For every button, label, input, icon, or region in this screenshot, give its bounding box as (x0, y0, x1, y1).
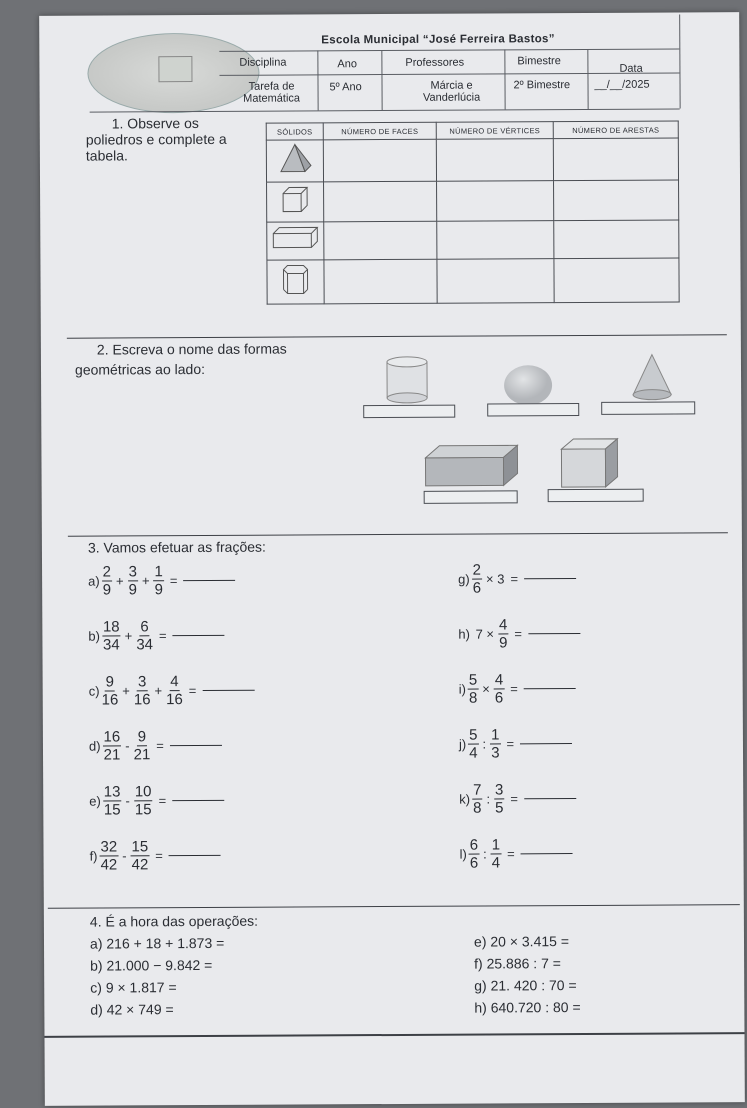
fraction (166, 673, 183, 708)
answer-blank[interactable] (170, 745, 222, 746)
numerator: 2 (472, 561, 482, 579)
exercise-label: h) (458, 626, 470, 642)
fraction (498, 616, 509, 651)
q4-title: 4. É a hora das operações: (89, 912, 259, 930)
exercise-label: g) (458, 571, 470, 587)
operator: × 3 (485, 571, 505, 587)
faces-cell[interactable] (324, 181, 437, 222)
answer-blank[interactable] (169, 855, 221, 856)
numerator: 16 (103, 728, 121, 746)
worksheet-page (39, 12, 745, 1106)
equals-sign: = (169, 573, 178, 589)
q3-title: 3. Vamos efetuar as frações: (87, 538, 266, 556)
denominator: 9 (499, 634, 508, 652)
denominator: 9 (154, 581, 163, 599)
solid-hex-prism (267, 260, 324, 304)
answer-blank[interactable] (202, 690, 254, 691)
denominator: 9 (128, 581, 138, 599)
equals-sign: = (188, 683, 197, 699)
arestas-cell[interactable] (553, 138, 678, 181)
fraction (469, 837, 480, 872)
fraction-exercise (89, 673, 255, 709)
answer-blank[interactable] (183, 580, 235, 581)
rectangular-prism-icon (421, 443, 521, 490)
cube-icon (557, 437, 623, 491)
exercise-label: e) (89, 793, 101, 809)
solid-cube (267, 182, 324, 222)
solids-table (266, 120, 680, 304)
value-professores: Márcia e Vanderlúcia (422, 79, 481, 104)
numerator: 5 (469, 726, 478, 744)
divider (67, 334, 727, 338)
fraction (99, 838, 118, 873)
faces-cell[interactable] (323, 139, 436, 182)
numerator: 13 (103, 783, 121, 801)
exercise-label: c) (88, 683, 100, 699)
numerator: 4 (494, 671, 504, 689)
denominator: 15 (134, 801, 152, 819)
operator: × (482, 681, 490, 697)
numerator: 1 (491, 836, 501, 854)
fraction (134, 783, 153, 818)
answer-box-cone[interactable] (601, 401, 695, 414)
fraction (494, 671, 505, 706)
exercise-label: j) (458, 736, 467, 752)
operator: : (486, 791, 491, 807)
fraction (134, 673, 151, 708)
value-ano: 5º Ano (329, 81, 362, 94)
equals-sign: = (510, 791, 519, 807)
equals-sign: = (510, 681, 518, 697)
faces-cell[interactable] (324, 259, 437, 304)
numerator: 32 (100, 838, 118, 856)
fraction-exercise (459, 726, 572, 762)
fraction (472, 782, 483, 817)
fraction (101, 673, 118, 708)
numerator: 5 (468, 671, 478, 689)
denominator: 16 (133, 691, 151, 709)
denominator: 16 (166, 691, 183, 709)
operator: - (125, 793, 130, 809)
fraction-exercise (459, 836, 572, 872)
value-bimestre: 2º Bimestre (513, 79, 571, 92)
equals-sign: = (514, 626, 522, 642)
denominator: 4 (469, 744, 478, 762)
operator: + (122, 683, 130, 699)
operator: : (482, 736, 487, 752)
denominator: 42 (131, 856, 149, 874)
q4-b: b) 21.000 − 9.842 = (90, 956, 213, 974)
pyramid-icon (275, 141, 315, 175)
q4-c: c) 9 × 1.817 = (90, 979, 177, 996)
exercise-label: d) (88, 738, 101, 754)
value-disciplina: Tarefa de Matemática (243, 80, 301, 105)
numerator: 9 (137, 728, 147, 746)
fraction (128, 563, 139, 598)
numerator: 4 (170, 673, 179, 691)
denominator: 4 (491, 854, 501, 872)
fraction (472, 562, 483, 597)
fraction (468, 727, 479, 762)
divider (68, 532, 728, 536)
q4-d: d) 42 × 749 = (90, 1001, 174, 1018)
numerator: 2 (102, 563, 112, 581)
solid-rect-prism (267, 222, 324, 260)
fraction-exercise (458, 561, 576, 597)
solid-pyramid (266, 140, 323, 182)
numerator: 1 (154, 563, 163, 581)
denominator: 42 (100, 856, 118, 874)
operator: + (154, 683, 163, 699)
exercise-label: b) (88, 628, 101, 644)
label-data: Data (619, 62, 643, 75)
equals-sign: = (155, 848, 163, 864)
denominator: 16 (101, 691, 119, 709)
denominator: 8 (473, 799, 482, 817)
exercise-label: k) (459, 791, 471, 807)
numerator: 1 (491, 726, 500, 744)
answer-blank[interactable] (173, 635, 225, 636)
q2-prompt-line-1: 2. Escreva o nome das formas (96, 340, 287, 358)
operator: + (141, 573, 150, 589)
denominator: 6 (494, 689, 504, 707)
fraction-exercise (459, 781, 576, 817)
arestas-cell[interactable] (554, 180, 679, 221)
cylinder-icon (381, 354, 437, 406)
fraction (103, 783, 122, 818)
fraction (133, 728, 150, 763)
vertices-cell[interactable] (437, 181, 554, 222)
value-data: __/__/2025 (594, 78, 650, 91)
denominator: 21 (103, 746, 121, 764)
q4-a: a) 216 + 18 + 1.873 = (89, 934, 225, 952)
q4-g: g) 21. 420 : 70 = (474, 977, 577, 994)
col-arestas: NÚMERO DE ARESTAS (553, 121, 678, 139)
exercise-label: f) (89, 848, 98, 864)
operator: - (122, 848, 127, 864)
cube-icon (275, 183, 315, 215)
denominator: 34 (102, 636, 120, 654)
school-name: Escola Municipal “José Ferreira Bastos” (321, 33, 555, 47)
fraction-exercise (459, 671, 576, 707)
fraction (130, 838, 149, 873)
answer-blank[interactable] (524, 798, 576, 799)
denominator: 8 (468, 689, 478, 707)
numerator: 9 (105, 673, 115, 691)
denominator: 21 (133, 746, 151, 764)
divider (48, 904, 740, 909)
equals-sign: = (506, 736, 515, 752)
divider (44, 1032, 744, 1038)
fraction-exercise (89, 783, 224, 819)
q4-e: e) 20 × 3.415 = (473, 933, 570, 950)
logo-emblem-icon (158, 56, 192, 82)
fraction (102, 618, 121, 653)
answer-blank[interactable] (172, 800, 224, 801)
exercise-label: l) (459, 846, 467, 862)
cone-icon (627, 353, 677, 405)
answer-blank[interactable] (524, 578, 576, 579)
numerator: 18 (102, 618, 120, 636)
vertices-cell[interactable] (436, 139, 553, 182)
exercise-label: i) (458, 681, 466, 697)
numerator: 7 (473, 781, 482, 799)
label-ano: Ano (337, 58, 358, 71)
label-disciplina: Disciplina (239, 56, 287, 69)
fraction (153, 563, 164, 598)
exercise-label: a) (88, 573, 100, 589)
fraction (468, 672, 479, 707)
q4-h: h) 640.720 : 80 = (474, 999, 581, 1016)
equals-sign: = (158, 793, 167, 809)
denominator: 34 (136, 636, 154, 654)
equals-sign: = (158, 628, 167, 644)
operator: + (124, 628, 133, 644)
answer-blank[interactable] (528, 633, 580, 634)
q1-prompt-line-2: poliedros e complete a (85, 130, 227, 148)
answer-blank[interactable] (524, 688, 576, 689)
vertices-cell[interactable] (437, 259, 554, 304)
fraction (102, 728, 121, 763)
col-solidos: SÓLIDOS (266, 123, 323, 140)
operator: 7 × (471, 626, 495, 642)
fraction-exercise (89, 838, 220, 874)
denominator: 3 (491, 744, 500, 762)
numerator: 10 (134, 783, 152, 801)
answer-blank[interactable] (521, 853, 573, 854)
q2-prompt-line-2: geométricas ao lado: (74, 360, 206, 378)
fraction-exercise (89, 728, 222, 764)
fraction (136, 618, 153, 653)
numerator: 3 (137, 673, 147, 691)
fraction (494, 781, 505, 816)
q4-f: f) 25.886 : 7 = (474, 955, 561, 972)
faces-cell[interactable] (324, 221, 437, 260)
numerator: 6 (140, 618, 149, 636)
equals-sign: = (507, 846, 515, 862)
hexagonal-prism-icon (275, 261, 315, 297)
label-bimestre: Bimestre (517, 55, 561, 68)
denominator: 6 (469, 854, 479, 872)
q1-prompt-line-1: 1. Observe os (111, 115, 199, 132)
operator: - (125, 738, 130, 754)
arestas-cell[interactable] (554, 220, 679, 259)
fraction-exercise (88, 618, 224, 654)
numerator: 3 (128, 563, 137, 581)
arestas-cell[interactable] (554, 258, 679, 303)
numerator: 6 (469, 836, 479, 854)
col-vertices: NÚMERO DE VÉRTICES (436, 122, 553, 140)
answer-box-rect-prism[interactable] (424, 490, 518, 503)
answer-box-cylinder[interactable] (363, 405, 455, 418)
denominator: 6 (472, 579, 482, 597)
fraction (491, 836, 502, 871)
numerator: 4 (498, 616, 508, 634)
denominator: 15 (103, 801, 121, 819)
denominator: 9 (102, 581, 112, 599)
fraction (490, 726, 501, 761)
numerator: 3 (494, 781, 504, 799)
q1-prompt-line-3: tabela. (85, 147, 128, 164)
label-professores: Professores (405, 56, 465, 69)
fraction (102, 563, 113, 598)
fraction-exercise (88, 563, 236, 599)
equals-sign: = (156, 738, 164, 754)
rectangular-prism-icon (269, 223, 321, 253)
vertices-cell[interactable] (437, 221, 554, 260)
operator: + (115, 573, 124, 589)
answer-blank[interactable] (520, 743, 572, 744)
fraction-exercise (458, 616, 580, 652)
col-faces: NÚMERO DE FACES (323, 122, 436, 140)
operator: : (483, 846, 487, 862)
numerator: 15 (131, 838, 149, 856)
answer-box-sphere[interactable] (487, 403, 579, 416)
equals-sign: = (510, 571, 519, 587)
denominator: 5 (495, 799, 504, 817)
answer-box-cube[interactable] (548, 489, 644, 503)
